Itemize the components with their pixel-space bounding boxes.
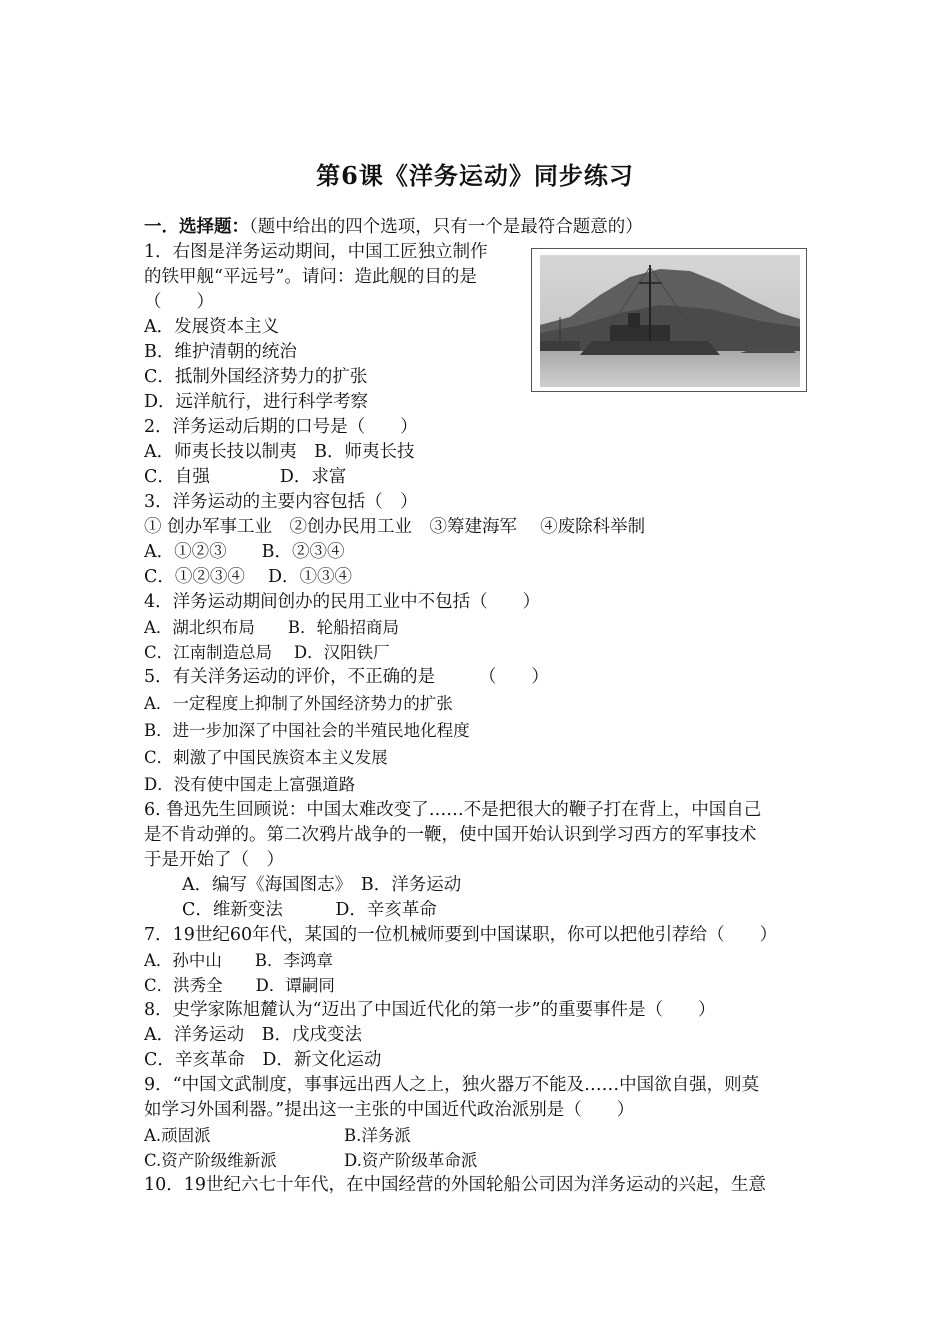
text-line: 1．右图是洋务运动期间，中国工匠独立制作: [144, 242, 488, 262]
q9-option-a: A.顽固派: [144, 1126, 211, 1145]
text-line: C．抵制外国经济势力的扩张: [144, 367, 368, 387]
text-line: 3．洋务运动的主要内容包括（ ）: [144, 492, 418, 512]
text-line: 10．19世纪六七十年代，在中国经营的外国轮船公司因为洋务运动的兴起，生意: [144, 1175, 767, 1195]
text-line: 是不肯动弹的。第二次鸦片战争的一鞭，使中国开始认识到学习西方的军事技术: [144, 825, 757, 845]
section-heading-label: 一．选择题：: [144, 217, 249, 237]
text-line: 6. 鲁迅先生回顾说：中国太难改变了……不是把很大的鞭子打在背上，中国自己: [144, 800, 762, 820]
text-line: B．维护清朝的统治: [144, 342, 297, 362]
text-line: 4．洋务运动期间创办的民用工业中不包括（ ）: [144, 592, 541, 612]
q9-option-d: D.资产阶级革命派: [344, 1151, 478, 1170]
text-line: C．洪秀全 D．谭嗣同: [144, 976, 335, 995]
text-line: 的铁甲舰“平远号”。请问：造此舰的目的是: [144, 267, 477, 287]
text-line: A．①②③ B．②③④: [144, 542, 345, 562]
q9-option-c: C.资产阶级维新派: [144, 1151, 277, 1170]
text-line: A．湖北织布局 B．轮船招商局: [144, 618, 400, 637]
text-line: A．编写《海国图志》 B．洋务运动: [182, 875, 462, 895]
text-line: （ ）: [144, 292, 214, 312]
text-line: ① 创办军事工业 ②创办民用工业 ③筹建海军 ④废除科举制: [144, 517, 646, 537]
q9-options-row: [144, 1148, 814, 1173]
text-line: A．孙中山 B．李鸿章: [144, 951, 334, 970]
q9-option-b: B.洋务派: [344, 1126, 411, 1145]
text-line: 2．洋务运动后期的口号是（ ）: [144, 417, 418, 437]
text-line: 8．史学家陈旭麓认为“迈出了中国近代化的第一步”的重要事件是（ ）: [144, 1000, 716, 1020]
text-line: D．远洋航行，进行科学考察: [144, 392, 369, 412]
text-line: A．师夷长技以制夷 B．师夷长技: [144, 442, 415, 462]
section-heading: [144, 215, 814, 240]
text-line: 9．“中国文武制度，事事远出西人之上，独火器万不能及……中国欲自强，则莫: [144, 1075, 760, 1095]
text-line: A．洋务运动 B．戊戌变法: [144, 1025, 362, 1045]
section-note: （题中给出的四个选项，只有一个是最符合题意的）: [249, 217, 643, 237]
text-line: C．辛亥革命 D．新文化运动: [144, 1050, 382, 1070]
question-list: [144, 215, 814, 1198]
text-line: 于是开始了（ ）: [144, 850, 284, 870]
text-line: D．没有使中国走上富强道路: [144, 775, 356, 794]
text-line: C．①②③④ D．①③④: [144, 567, 352, 587]
text-line: C．维新变法 D．辛亥革命: [182, 900, 437, 920]
text-line: 如学习外国利器。”提出这一主张的中国近代政治派别是（ ）: [144, 1100, 635, 1120]
text-line: A．发展资本主义: [144, 317, 280, 337]
q9-options-row: [144, 1123, 814, 1148]
text-line: 5．有关洋务运动的评价，不正确的是 （ ）: [144, 667, 549, 687]
text-line: A．一定程度上抑制了外国经济势力的扩张: [144, 694, 453, 713]
page-title: 第6课《洋务运动》同步练习: [316, 161, 634, 190]
text-line: 7．19世纪60年代，某国的一位机械师要到中国谋职，你可以把他引荐给（ ）: [144, 925, 778, 945]
text-line: C．江南制造总局 D．汉阳铁厂: [144, 643, 390, 662]
text-line: B．进一步加深了中国社会的半殖民地化程度: [144, 721, 470, 740]
text-line: C．自强 D．求富: [144, 467, 347, 487]
text-line: C．刺激了中国民族资本主义发展: [144, 748, 388, 767]
